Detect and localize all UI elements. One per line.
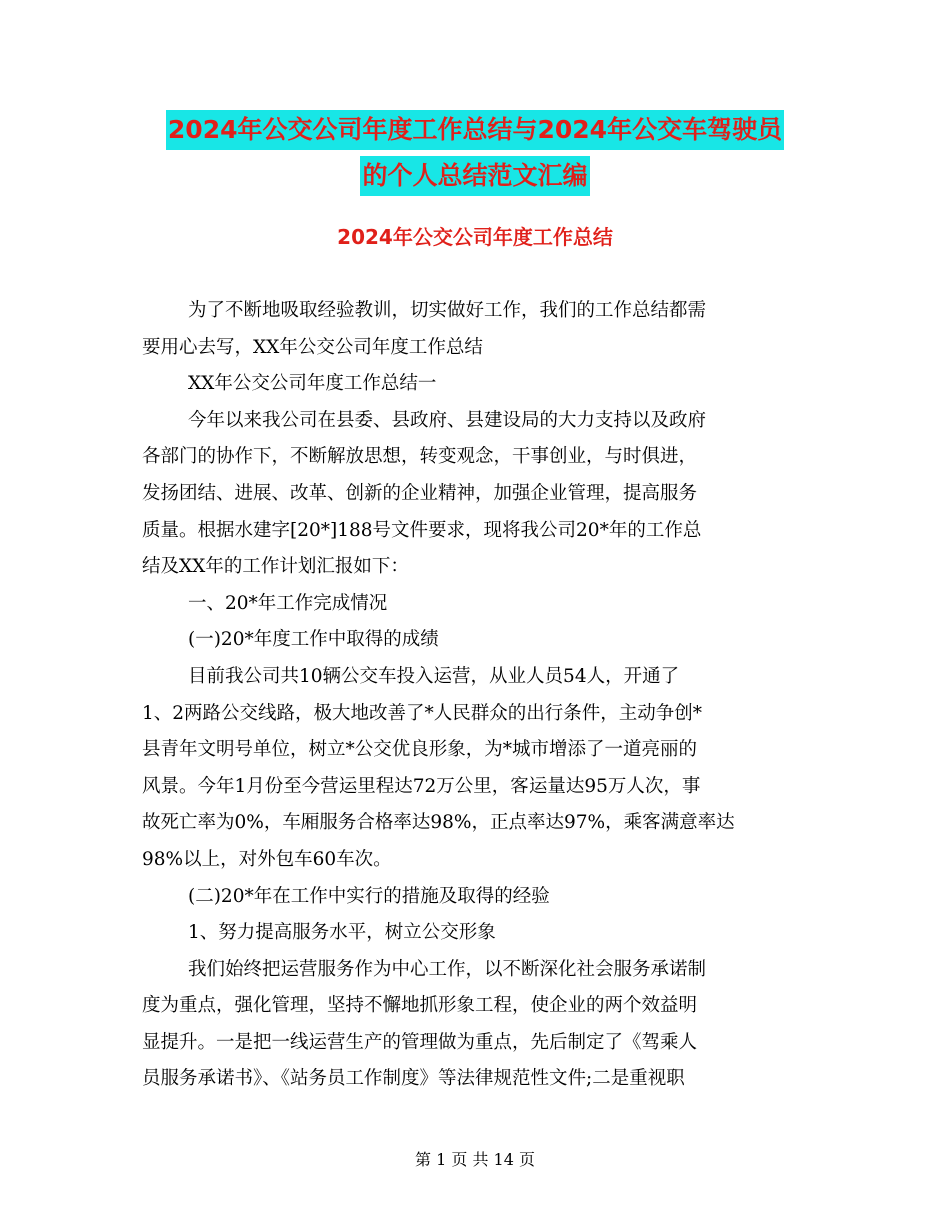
title-line-2: 的个人总结范文汇编 (360, 156, 589, 196)
document-title (0, 110, 950, 202)
paragraph-line: 员服务承诺书》、《站务员工作制度》等法律规范性文件;二是重视职 (142, 1068, 685, 1090)
section-heading: 2024年公交公司年度工作总结 (337, 225, 613, 249)
body-text (142, 293, 812, 1098)
paragraph-line: 各部门的协作下，不断解放思想，转变观念，干事创业，与时俱进， (142, 446, 698, 468)
paragraph-line: 故死亡率为0%，车厢服务合格率达98%，正点率达97%，乘客满意率达 (142, 812, 735, 834)
paragraph-line: 98%以上，对外包车60车次。 (142, 848, 392, 870)
paragraph-line: 度为重点，强化管理，坚持不懈地抓形象工程，使企业的两个效益明 (142, 995, 698, 1017)
paragraph-line: 为了不断地吸取经验教训，切实做好工作，我们的工作总结都需 (188, 300, 707, 321)
paragraph-line: 质量。根据水建字[20*]188号文件要求，现将我公司20*年的工作总 (142, 519, 702, 541)
paragraph-line: 1、2两路公交线路，极大地改善了*人民群众的出行条件，主动争创* (142, 702, 703, 724)
paragraph-line: 1、努力提高服务水平，树立公交形象 (188, 922, 496, 944)
paragraph-line: XX年公交公司年度工作总结一 (188, 373, 437, 395)
paragraph-line: 要用心去写，XX年公交公司年度工作总结 (142, 336, 483, 358)
paragraph-line: 结及XX年的工作计划汇报如下： (142, 556, 409, 578)
paragraph-line: 显提升。一是把一线运营生产的管理做为重点，先后制定了《驾乘人 (142, 1031, 698, 1053)
paragraph-line: 一、20*年工作完成情况 (188, 592, 388, 614)
title-line-1: 2024年公交公司年度工作总结与2024年公交车驾驶员 (166, 110, 784, 150)
paragraph-line: 目前我公司共10辆公交车投入运营，从业人员54人，开通了 (188, 665, 680, 687)
paragraph-line: 县青年文明号单位，树立*公交优良形象，为*城市增添了一道亮丽的 (142, 739, 698, 761)
paragraph-line: (二)20*年在工作中实行的措施及取得的经验 (188, 885, 550, 907)
paragraph-line: 风景。今年1月份至今营运里程达72万公里，客运量达95万人次，事 (142, 775, 701, 797)
paragraph-line: (一)20*年度工作中取得的成绩 (188, 629, 439, 651)
page-number-footer: 第 1 页 共 14 页 (415, 1150, 535, 1169)
paragraph-line: 今年以来我公司在县委、县政府、县建设局的大力支持以及政府 (188, 409, 707, 431)
paragraph-line: 发扬团结、进展、改革、创新的企业精神，加强企业管理，提高服务 (142, 482, 698, 504)
paragraph-line: 我们始终把运营服务作为中心工作，以不断深化社会服务承诺制 (188, 958, 707, 980)
